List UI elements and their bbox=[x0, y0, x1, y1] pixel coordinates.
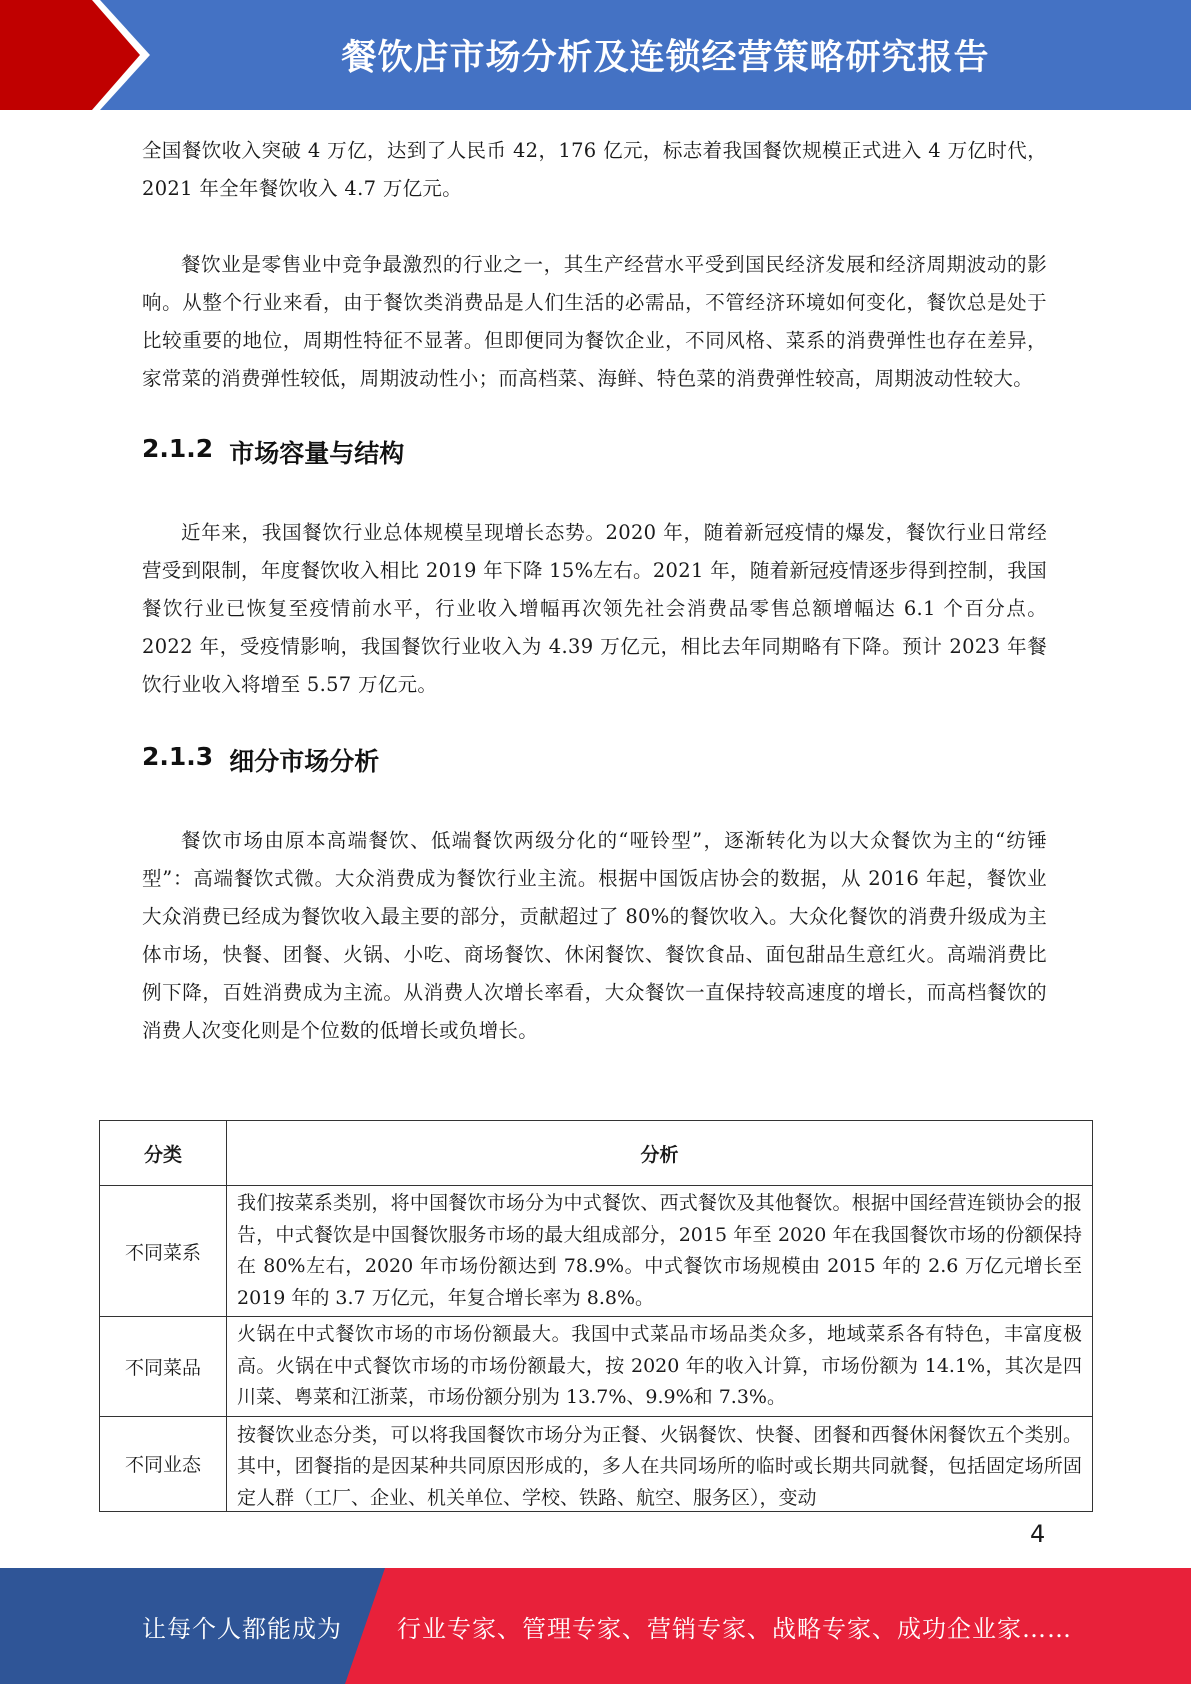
table-cell-analysis: 我们按菜系类别，将中国餐饮市场分为中式餐饮、西式餐饮及其他餐饮。根据中国经营连锁协会的报告，中式餐饮是中国餐饮服务市场的最大组成部分，2015 年至 2020 年在我国餐饮市场的份额保持在 80%左右，2020 年市场份额达到 78.9%。中式餐饮市场规模由 2015 年的 2.6 万亿元增长至 2019 年的 3.7 万亿元，年复合增长率为 8.8%。 bbox=[227, 1186, 1093, 1317]
paragraph-industry-cycle: 餐饮业是零售业中竞争最激烈的行业之一，其生产经营水平受到国民经济发展和经济周期波动的影响。从整个行业来看，由于餐饮类消费品是人们生活的必需品，不管经济环境如何变化，餐饮总是处于比较重要的地位，周期性特征不显著。但即便同为餐饮企业，不同风格、菜系的消费弹性也存在差异，家常菜的消费弹性较低，周期波动性小；而高档菜、海鲜、特色菜的消费弹性较高，周期波动性较大。 bbox=[142, 253, 1047, 390]
footer-slogan-lead: 让每个人都能成为 bbox=[142, 1614, 342, 1643]
table-cell-category: 不同菜系 bbox=[100, 1186, 227, 1317]
table-row bbox=[100, 1416, 1093, 1511]
header-arrow-decoration bbox=[0, 0, 150, 110]
table-cell-category: 不同菜品 bbox=[100, 1317, 227, 1417]
page-number: 4 bbox=[1030, 1520, 1046, 1548]
table-cell-analysis: 按餐饮业态分类，可以将我国餐饮市场分为正餐、火锅餐饮、快餐、团餐和西餐休闲餐饮五个类别。其中，团餐指的是因某种共同原因形成的，多人在共同场所的临时或长期共同就餐，包括固定场所固定人群（工厂、企业、机关单位、学校、铁路、航空、服务区），变动 bbox=[237, 1423, 1082, 1509]
table-header-row bbox=[100, 1121, 1093, 1186]
report-title: 餐饮店市场分析及连锁经营策略研究报告 bbox=[341, 38, 990, 78]
document-body bbox=[142, 132, 1047, 1050]
table-cell-analysis: 火锅在中式餐饮市场的市场份额最大。我国中式菜品市场品类众多，地域菜系各有特色，丰富度极高。火锅在中式餐饮市场的市场份额最大，按 2020 年的收入计算，市场份额为 14.1%，其次是四川菜、粤菜和江浙菜，市场份额分别为 13.7%、9.9%和 7.3%。 bbox=[227, 1317, 1093, 1417]
table-cell-analysis-wrapper bbox=[227, 1416, 1093, 1511]
section-heading-2-1-3 bbox=[142, 742, 1047, 778]
table-row bbox=[100, 1186, 1093, 1317]
section-number: 2.1.3 bbox=[142, 742, 214, 771]
section-title: 市场容量与结构 bbox=[229, 439, 405, 468]
column-header-category: 分类 bbox=[100, 1121, 227, 1186]
paragraph-segment-analysis: 餐饮市场由原本高端餐饮、低端餐饮两级分化的“哑铃型”，逐渐转化为以大众餐饮为主的“纺锤型”：高端餐饮式微。大众消费成为餐饮行业主流。根据中国饭店协会的数据，从 2016 年起，餐饮业大众消费已经成为餐饮收入最主要的部分，贡献超过了 80%的餐饮收入。大众化餐饮的消费升级成为主体市场，快餐、团餐、火锅、小吃、商场餐饮、休闲餐饮、餐饮食品、面包甜品生意红火。高端消费比例下降，百姓消费成为主流。从消费人次增长率看，大众餐饮一直保持较高速度的增长，而高档餐饮的消费人次变化则是个位数的低增长或负增长。 bbox=[142, 829, 1047, 1042]
section-title: 细分市场分析 bbox=[229, 747, 380, 776]
table-cell-category: 不同业态 bbox=[100, 1416, 227, 1511]
page-footer bbox=[0, 1568, 1191, 1684]
segment-analysis-table bbox=[99, 1120, 1093, 1512]
section-number: 2.1.2 bbox=[142, 434, 214, 463]
column-header-analysis: 分析 bbox=[227, 1121, 1093, 1186]
paragraph-intro: 全国餐饮收入突破 4 万亿，达到了人民币 42，176 亿元，标志着我国餐饮规模正式进入 4 万亿时代，2021 年全年餐饮收入 4.7 万亿元。 bbox=[142, 139, 1047, 200]
footer-slogan-roles: 行业专家、管理专家、营销专家、战略专家、成功企业家…… bbox=[397, 1614, 1072, 1643]
section-heading-2-1-2 bbox=[142, 434, 1047, 470]
paragraph-market-capacity: 近年来，我国餐饮行业总体规模呈现增长态势。2020 年，随着新冠疫情的爆发，餐饮行业日常经营受到限制，年度餐饮收入相比 2019 年下降 15%左右。2021 年，随着新冠疫情逐步得到控制，我国餐饮行业已恢复至疫情前水平，行业收入增幅再次领先社会消费品零售总额增幅达 6.1 个百分点。2022 年，受疫情影响，我国餐饮行业收入为 4.39 万亿元，相比去年同期略有下降。预计 2023 年餐饮行业收入将增至 5.57 万亿元。 bbox=[142, 521, 1047, 696]
table-row bbox=[100, 1317, 1093, 1417]
page-header bbox=[0, 0, 1191, 110]
